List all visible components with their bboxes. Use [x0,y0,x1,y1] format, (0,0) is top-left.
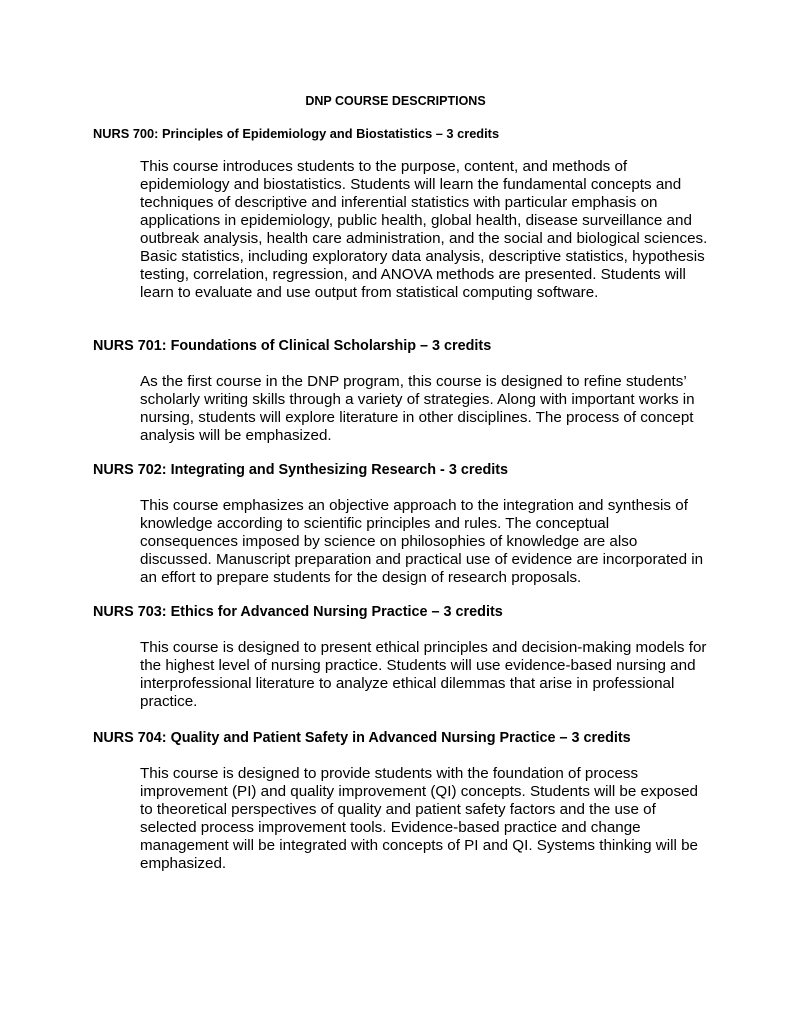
course-nurs-704 [93,729,733,873]
document-title: DNP COURSE DESCRIPTIONS [305,94,486,108]
course-description: This course introduces students to the purpose, content, and methods of epidemiology and biostatistics. Students will learn the fundamental concepts and techniques of descriptive and inferential statistics with particular emphasis on applications in epidemiology, public health, global health, disease surveillance and outbreak analysis, health care administration, and the social and biological sciences. Basic statistics, including exploratory data analysis, descriptive statistics, hypothesis testing, correlation, regression, and ANOVA methods are presented. Students will learn to evaluate and use output from statistical computing software. [140,158,708,301]
course-description: This course is designed to present ethical principles and decision-making models for the highest level of nursing practice. Students will use evidence-based nursing and interprofessional literature to analyze ethical dilemmas that arise in professional practice. [140,639,707,710]
course-heading: NURS 701: Foundations of Clinical Scholarship – 3 credits [93,338,492,354]
course-description: This course emphasizes an objective approach to the integration and synthesis of knowledge according to scientific principles and rules. The conceptual consequences imposed by science on philosophies of knowledge are also discussed. Manuscript preparation and practical use of evidence are incorporated in an effort to prepare students for the design of research proposals. [140,497,704,586]
course-nurs-702 [93,461,733,587]
course-heading: NURS 703: Ethics for Advanced Nursing Practice – 3 credits [93,604,503,620]
course-description: As the first course in the DNP program, this course is designed to refine students’ scholarly writing skills through a variety of strategies. Along with important works in nursing, students will explore literature in other disciplines. The process of concept analysis will be emphasized. [140,373,695,444]
course-nurs-703 [93,603,733,711]
course-nurs-701 [93,337,733,445]
course-heading: NURS 702: Integrating and Synthesizing Research - 3 credits [93,462,509,478]
course-heading: NURS 704: Quality and Patient Safety in Advanced Nursing Practice – 3 credits [93,730,631,746]
course-nurs-700 [93,125,733,302]
course-description: This course is designed to provide students with the foundation of process improvement (PI) and quality improvement (QI) concepts. Students will be exposed to theoretical perspectives of quality and patient safety factors and the use of selected process improvement tools. Evidence-based practice and change management will be integrated with concepts of PI and QI. Systems thinking will be emphasized. [140,765,698,872]
course-heading: NURS 700: Principles of Epidemiology and Biostatistics – 3 credits [93,126,500,141]
